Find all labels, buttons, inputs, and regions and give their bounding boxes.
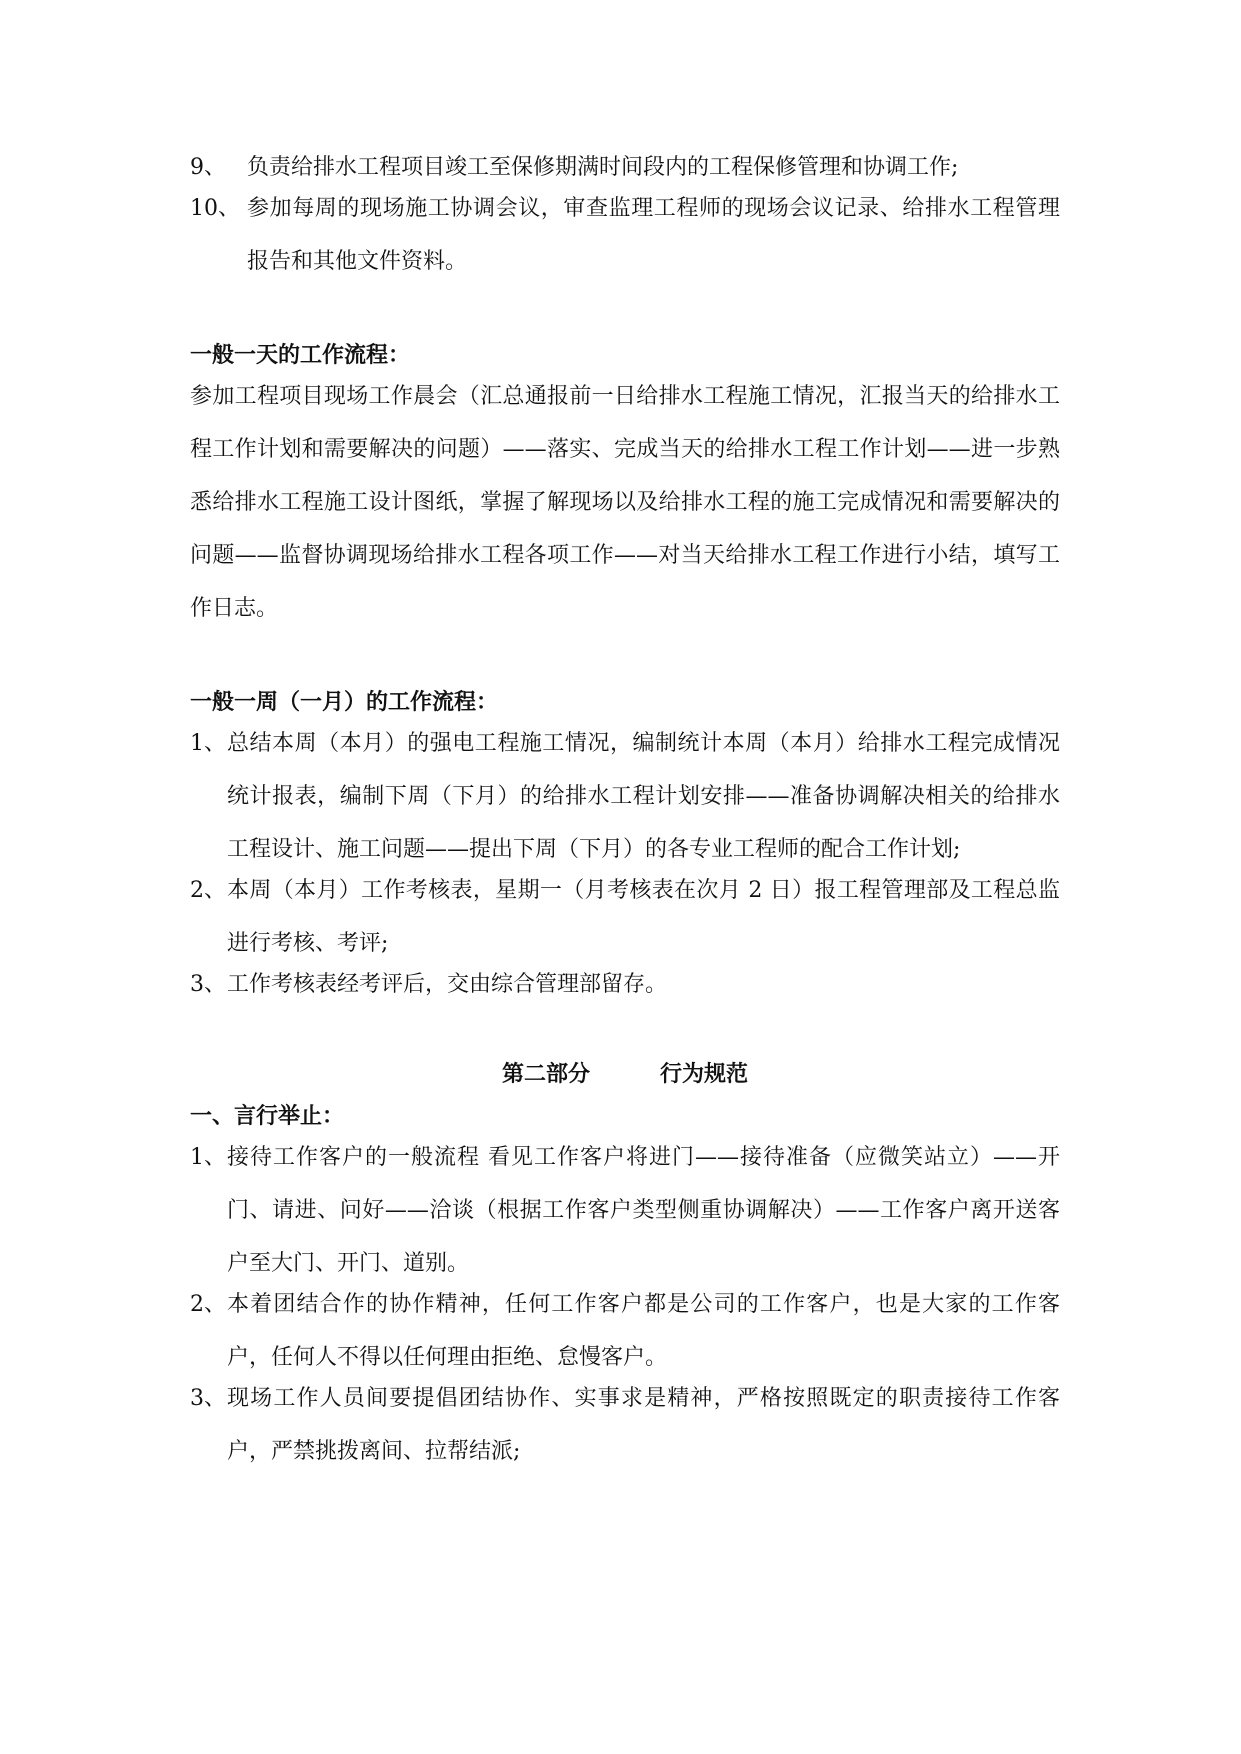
weekly-item-text: 总结本周（本月）的强电工程施工情况，编制统计本周（本月）给排水工程完成情况统计报表，编制下周（下月）的给排水工程计划安排——准备协调解决相关的给排水工程设计、施工问题——提出下周（下月）的各专业工程师的配合工作计划; (227, 731, 1060, 862)
spacer (190, 635, 1060, 687)
duty-text: 参加每周的现场施工协调会议，审查监理工程师的现场会议记录、给排水工程管理报告和其他文件资料。 (247, 196, 1060, 274)
conduct-item-1 (190, 1131, 1060, 1290)
weekly-item-2 (190, 864, 1060, 970)
conduct-item-number: 1、 (190, 1145, 226, 1170)
duty-text: 负责给排水工程项目竣工至保修期满时间段内的工程保修管理和协调工作; (247, 155, 959, 180)
duty-number: 10、 (190, 196, 240, 221)
duty-number: 9、 (190, 155, 226, 180)
weekly-item-text: 本周（本月）工作考核表，星期一（月考核表在次月 2 日）报工程管理部及工程总监进行考核、考评; (227, 878, 1060, 956)
weekly-workflow-heading: 一般一周（一月）的工作流程： (190, 689, 499, 715)
weekly-item-number: 2、 (190, 878, 226, 903)
section-title-part: 第二部分 (501, 1061, 590, 1087)
document-content (190, 153, 1060, 1478)
weekly-item-number: 1、 (190, 731, 226, 756)
weekly-item-text: 工作考核表经考评后，交由综合管理部留存。 (227, 972, 668, 997)
conduct-heading: 一、言行举止： (190, 1103, 345, 1129)
conduct-item-text: 本着团结合作的协作精神，任何工作客户都是公司的工作客户，也是大家的工作客户，任何人不得以任何理由拒绝、怠慢客户。 (227, 1292, 1060, 1370)
conduct-item-3 (190, 1372, 1060, 1478)
section-title-name: 行为规范 (660, 1061, 749, 1087)
weekly-item-1 (190, 717, 1060, 876)
daily-workflow-heading: 一般一天的工作流程： (190, 342, 411, 368)
conduct-item-text: 接待工作客户的一般流程 看见工作客户将进门——接待准备（应微笑站立）——开门、请进、问好——洽谈（根据工作客户类型侧重协调解决）——工作客户离开送客户至大门、开门、道别。 (227, 1145, 1060, 1276)
daily-workflow-text: 参加工程项目现场工作晨会（汇总通报前一日给排水工程施工情况，汇报当天的给排水工程工作计划和需要解决的问题）——落实、完成当天的给排水工程工作计划——进一步熟悉给排水工程施工设计图纸，掌握了解现场以及给排水工程的施工完成情况和需要解决的问题——监督协调现场给排水工程各项工作——对当天给排水工程工作进行小结，填写工作日志。 (190, 384, 1060, 621)
spacer (190, 1011, 1060, 1059)
conduct-item-2 (190, 1278, 1060, 1384)
duty-item-10 (190, 182, 1060, 288)
section-title (190, 1059, 1060, 1089)
conduct-item-number: 2、 (190, 1292, 226, 1317)
weekly-item-3 (190, 958, 1060, 1011)
weekly-item-number: 3、 (190, 972, 226, 997)
conduct-item-number: 3、 (190, 1386, 226, 1411)
spacer (190, 288, 1060, 340)
conduct-item-text: 现场工作人员间要提倡团结协作、实事求是精神，严格按照既定的职责接待工作客户，严禁挑拨离间、拉帮结派; (227, 1386, 1060, 1464)
